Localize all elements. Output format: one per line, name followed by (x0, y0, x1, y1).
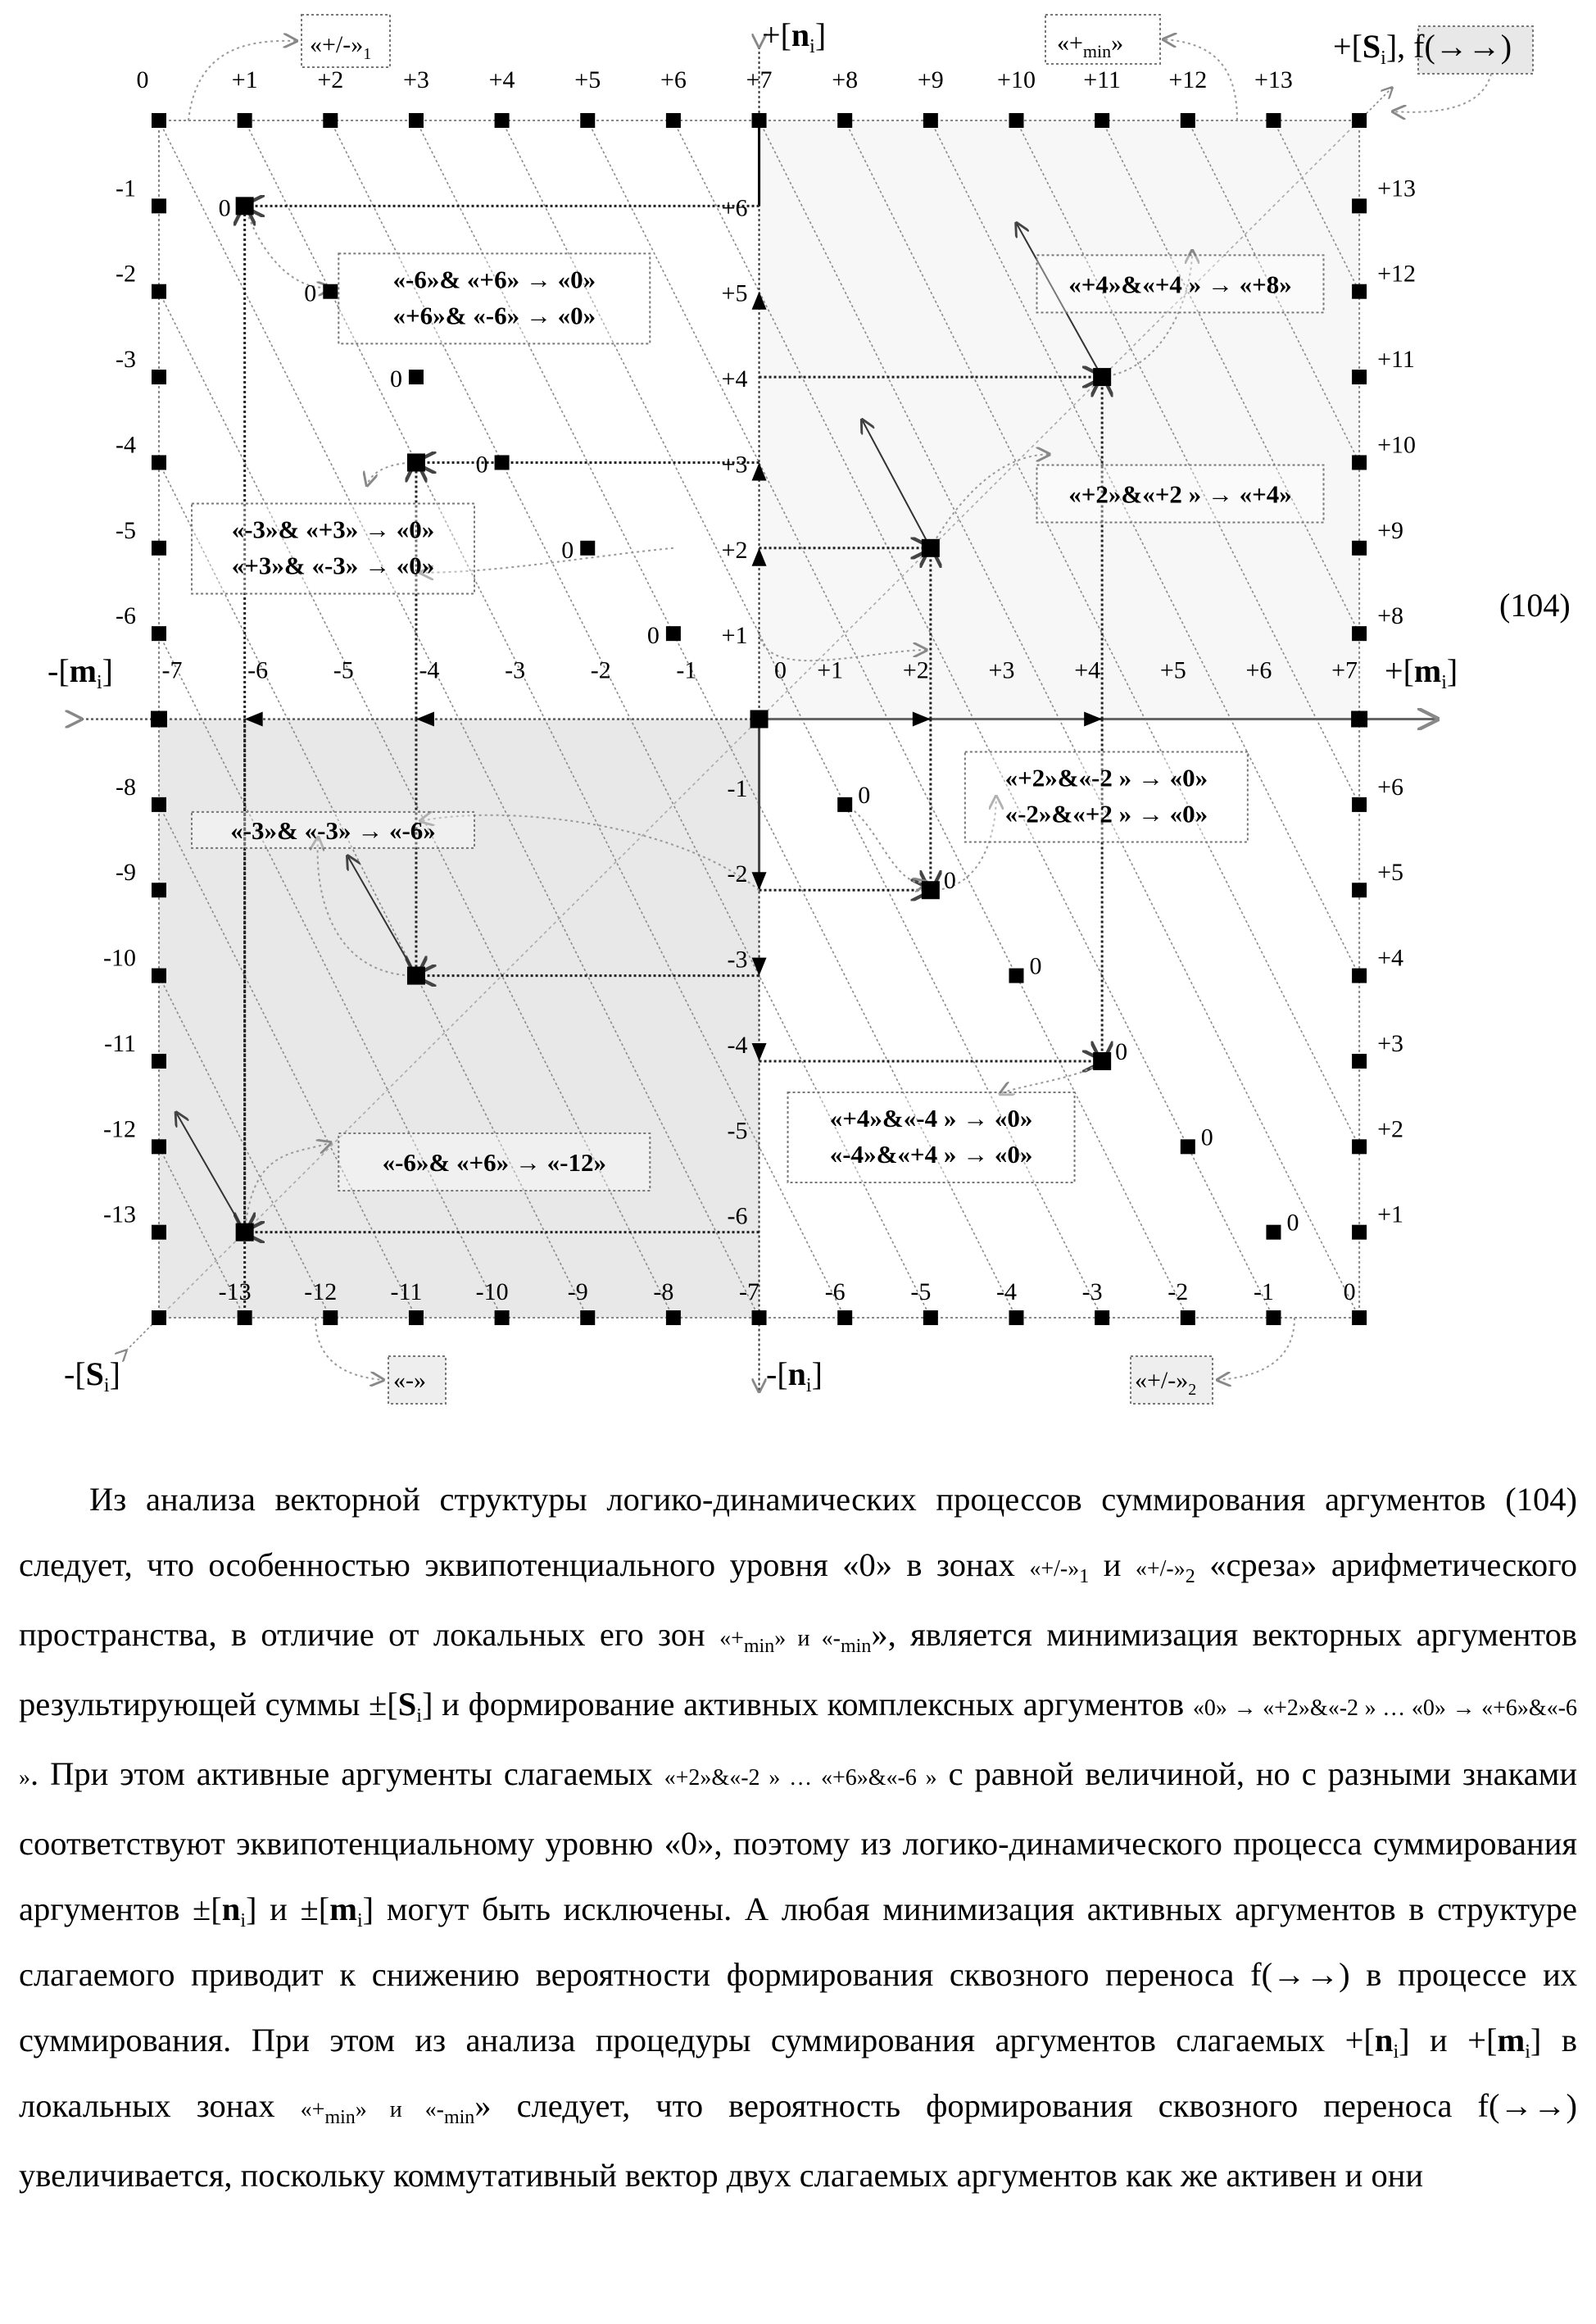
m-tick-label: -2 (591, 657, 611, 684)
result-node (922, 539, 940, 557)
equation-box (1037, 255, 1324, 312)
equation-line: «-6»& «+6» → «-12» (383, 1148, 606, 1177)
equation-box (1037, 465, 1324, 522)
top-marker (752, 113, 767, 128)
zone-label-pm1: «+/-»1 (310, 31, 371, 63)
result-node (407, 453, 425, 471)
top-marker (1009, 113, 1024, 128)
left-marker (152, 883, 166, 897)
right-tick-label: +6 (1377, 774, 1403, 801)
left-tick-label: -11 (104, 1030, 136, 1057)
n-tick-label: -6 (728, 1203, 748, 1230)
m-tick-label: +7 (1331, 657, 1358, 684)
equation-line: «+6»& «-6» → «0» (393, 301, 596, 329)
top-marker (409, 113, 424, 128)
right-marker (1352, 1054, 1367, 1069)
bottom-tick-label: -2 (1168, 1278, 1188, 1305)
right-marker (1352, 1225, 1367, 1240)
left-tick-label: -10 (103, 945, 136, 972)
left-marker (152, 541, 166, 556)
n-tick-label: -3 (728, 946, 748, 974)
top-marker (152, 113, 166, 128)
zero-point-marker (238, 198, 252, 213)
right-marker (1352, 883, 1367, 897)
axis-label-s-negative: -[Si] (64, 1355, 120, 1396)
zero-point-label: 0 (858, 782, 870, 809)
top-tick-label: +3 (403, 66, 429, 93)
left-tick-label: -6 (116, 602, 136, 629)
left-tick-label: -8 (116, 774, 136, 801)
equation-line: «-3»& «+3» → «0» (232, 515, 435, 543)
bottom-tick-label: -7 (739, 1278, 759, 1305)
bottom-marker (495, 1310, 510, 1325)
right-tick-label: +3 (1377, 1030, 1403, 1057)
zero-point-marker (323, 284, 338, 299)
right-tick-label: +4 (1377, 945, 1403, 972)
paragraph: Из анализа векторной структуры логико-динамических процессов суммирования аргументов (104) следует, что особенностью эквипотенциального уровня «0» в зонах «+/-»1 и «+/-»2 «среза» арифметического пространства, в отличие от локальных его зон «+min» и «-min», является минимизация векторных аргументов результирующей суммы ±[Si] и формирование активных комплексных аргументов «0» → «+2»&«-2 » … «0» → «+6»&«-6 ». При этом активные аргументы слагаемых «+2»&«-2 » … «+6»&«-6 » с равной величиной, но с разными знаками соответствуют эквипотенциальному уровню «0», поэтому из логико-динамического процесса суммирования аргументов ±[ni] и ±[mi] могут быть исключены. А любая минимизация активных аргументов в структуре слагаемого приводит к снижению вероятности формирования сквозного переноса f(→→) в процессе их суммирования. При этом из анализа процедуры суммирования аргументов слагаемых +[ni] и +[mi] в локальных зонах «+min» и «-min» следует, что вероятность формирования сквозного переноса f(→→) увеличивается, поскольку коммутативный вектор двух слагаемых аргументов как же активен и они (19, 1467, 1577, 2208)
bottom-marker (238, 1310, 252, 1325)
bottom-tick-label: -4 (996, 1278, 1017, 1305)
top-marker (495, 113, 510, 128)
bottom-marker (666, 1310, 681, 1325)
equation-box (788, 1092, 1075, 1182)
bottom-tick-label: -10 (476, 1278, 509, 1305)
n-tick-label: +5 (722, 280, 748, 307)
n-tick-label: -2 (728, 860, 748, 887)
right-tick-label: +1 (1377, 1201, 1403, 1228)
connector-pm2 (1217, 1318, 1294, 1380)
left-tick-label: -5 (116, 517, 136, 544)
zero-point-marker (1009, 969, 1024, 983)
n-tick-label: +6 (722, 194, 748, 221)
left-marker (152, 969, 166, 983)
zero-point-label: 0 (219, 194, 231, 221)
curved-connector (845, 805, 927, 883)
left-marker (152, 797, 166, 812)
top-marker (666, 113, 681, 128)
equation-line: «+2»&«-2 » → «0» (1005, 764, 1208, 792)
top-marker (1095, 113, 1109, 128)
left-marker (152, 1225, 166, 1240)
left-marker (152, 198, 166, 213)
top-tick-label: +9 (918, 66, 944, 93)
left-marker (152, 370, 166, 384)
top-tick-label: +8 (832, 66, 858, 93)
bottom-marker (323, 1310, 338, 1325)
right-tick-label: +13 (1377, 175, 1416, 202)
top-marker (1266, 113, 1281, 128)
m-tick-label: +2 (903, 657, 929, 684)
m-tick-label: +5 (1160, 657, 1186, 684)
zero-point-label: 0 (1286, 1210, 1299, 1237)
top-marker (1352, 113, 1367, 128)
bottom-marker (1181, 1310, 1195, 1325)
equation-line: «-2»&«+2 » → «0» (1005, 800, 1208, 828)
m-tick-label: -3 (505, 657, 525, 684)
zero-point-marker (495, 455, 510, 470)
bottom-marker (1352, 1310, 1367, 1325)
right-marker (1352, 1139, 1367, 1154)
right-tick-label: +11 (1377, 346, 1415, 373)
right-axis-marker (1351, 711, 1367, 728)
zero-point-marker (666, 626, 681, 641)
bottom-tick-label: -3 (1082, 1278, 1103, 1305)
bottom-tick-label: -8 (653, 1278, 673, 1305)
m-tick-label: +1 (817, 657, 843, 684)
m-tick-label: -7 (162, 657, 183, 684)
n-tick-label: +4 (722, 365, 748, 393)
zero-point-label: 0 (647, 622, 660, 649)
zero-point-label: 0 (561, 537, 574, 564)
equation-box (192, 503, 474, 593)
left-marker (152, 284, 166, 299)
bottom-tick-label: -11 (391, 1278, 423, 1305)
n-tick-label: +3 (722, 451, 748, 478)
left-marker (152, 1139, 166, 1154)
top-marker (837, 113, 852, 128)
bottom-marker (1009, 1310, 1024, 1325)
m-tick-label: +6 (1245, 657, 1272, 684)
m-tick-label: -1 (676, 657, 696, 684)
left-tick-label: -13 (103, 1201, 136, 1228)
zone-label-plus-min: «+min» (1057, 30, 1123, 61)
top-tick-label: +2 (317, 66, 343, 93)
bottom-marker (752, 1310, 767, 1325)
body-text (19, 1467, 1577, 2208)
top-marker (238, 113, 252, 128)
left-marker (152, 455, 166, 470)
zero-point-marker (1266, 1225, 1281, 1240)
bottom-tick-label: -6 (825, 1278, 846, 1305)
equation-line: «-3»& «-3» → «-6» (230, 816, 436, 845)
m-tick-label: 0 (774, 657, 787, 684)
equation-box (965, 752, 1248, 842)
zero-point-label: 0 (476, 451, 488, 478)
origin-marker (750, 710, 769, 729)
top-tick-label: +5 (574, 66, 601, 93)
curved-connector (1000, 1061, 1103, 1094)
axis-label-m-negative: -[mi] (48, 652, 113, 693)
bottom-tick-label: -9 (568, 1278, 588, 1305)
left-tick-label: -9 (116, 859, 136, 886)
n-tick-label: +2 (722, 537, 748, 564)
bottom-tick-label: -12 (304, 1278, 337, 1305)
top-tick-label: 0 (137, 66, 149, 93)
bottom-marker (923, 1310, 938, 1325)
left-marker (152, 1054, 166, 1069)
curved-connector (245, 206, 331, 288)
top-marker (580, 113, 595, 128)
vector-structure-diagram (0, 0, 1596, 1442)
left-marker (152, 626, 166, 641)
bottom-marker (837, 1310, 852, 1325)
equation-box (192, 812, 474, 848)
top-tick-label: +4 (489, 66, 515, 93)
axis-label-s-positive: +[Si], f(→→) (1333, 28, 1512, 69)
right-tick-label: +12 (1377, 261, 1416, 288)
result-node (407, 967, 425, 985)
bottom-tick-label: 0 (1344, 1278, 1356, 1305)
n-tick-label: -5 (728, 1117, 748, 1144)
zero-point-label: 0 (1030, 953, 1042, 980)
zero-point-marker (1181, 1139, 1195, 1154)
top-tick-label: +11 (1083, 66, 1121, 93)
equation-line: «+2»&«+2 » → «+4» (1068, 479, 1292, 508)
zero-point-label: 0 (944, 867, 956, 894)
equation-line: «+4»&«-4 » → «0» (830, 1104, 1033, 1132)
right-marker (1352, 455, 1367, 470)
left-axis-marker (151, 711, 167, 728)
equation-line: «-6»& «+6» → «0» (393, 265, 596, 293)
right-marker (1352, 370, 1367, 384)
zero-point-label: 0 (390, 365, 402, 393)
left-tick-label: -12 (103, 1115, 136, 1142)
top-marker (323, 113, 338, 128)
zero-point-marker (409, 370, 424, 384)
zero-point-label: 0 (1115, 1038, 1127, 1065)
equation-line: «-4»&«+4 » → «0» (830, 1140, 1033, 1169)
result-node (236, 1223, 254, 1241)
n-tick-label: -1 (728, 775, 748, 802)
right-tick-label: +5 (1377, 859, 1403, 886)
right-tick-label: +9 (1377, 517, 1403, 544)
zero-point-marker (923, 883, 938, 897)
right-marker (1352, 797, 1367, 812)
bottom-marker (152, 1310, 166, 1325)
bottom-tick-label: -1 (1254, 1278, 1274, 1305)
right-marker (1352, 284, 1367, 299)
m-tick-label: +4 (1074, 657, 1100, 684)
top-marker (1181, 113, 1195, 128)
right-marker (1352, 626, 1367, 641)
zero-point-label: 0 (1201, 1123, 1213, 1151)
m-tick-label: -4 (419, 657, 439, 684)
equation-line: «+3»& «-3» → «0» (232, 551, 435, 579)
bottom-marker (1095, 1310, 1109, 1325)
top-marker (923, 113, 938, 128)
right-tick-label: +2 (1377, 1115, 1403, 1142)
top-tick-label: +12 (1168, 66, 1207, 93)
left-tick-label: -1 (116, 175, 136, 202)
right-marker (1352, 198, 1367, 213)
right-tick-label: +10 (1377, 431, 1416, 458)
zero-point-label: 0 (304, 280, 316, 307)
equation-number: (104) (1499, 587, 1571, 624)
equation-box (338, 1133, 650, 1191)
top-tick-label: +7 (746, 66, 773, 93)
right-tick-label: +8 (1377, 602, 1403, 629)
m-tick-label: -6 (247, 657, 268, 684)
top-tick-label: +6 (660, 66, 687, 93)
axis-label-n-negative: -[ni] (766, 1355, 823, 1396)
equation-line: «+4»&«+4 » → «+8» (1068, 270, 1292, 298)
m-tick-label: +3 (989, 657, 1015, 684)
zero-point-marker (837, 797, 852, 812)
n-tick-label: -4 (728, 1032, 748, 1059)
n-tick-label: +1 (722, 622, 748, 649)
bottom-marker (1266, 1310, 1281, 1325)
m-tick-label: -5 (333, 657, 354, 684)
zero-point-marker (1095, 1054, 1109, 1069)
zone-label-pm2: «+/-»2 (1135, 1367, 1196, 1399)
zone-label-minus: «-» (393, 1367, 426, 1394)
connector-minus (315, 1318, 383, 1380)
right-marker (1352, 969, 1367, 983)
top-tick-label: +13 (1254, 66, 1293, 93)
zero-point-marker (580, 541, 595, 556)
top-tick-label: +1 (232, 66, 258, 93)
equation-box (338, 253, 650, 343)
bottom-tick-label: -13 (219, 1278, 252, 1305)
top-tick-label: +10 (997, 66, 1036, 93)
right-marker (1352, 541, 1367, 556)
bottom-marker (409, 1310, 424, 1325)
axis-label-n-positive: +[ni] (762, 16, 826, 57)
left-tick-label: -3 (116, 346, 136, 373)
connector-carry (1393, 74, 1491, 112)
result-node (1093, 368, 1111, 386)
left-tick-label: -2 (116, 261, 136, 288)
bottom-tick-label: -5 (910, 1278, 931, 1305)
bottom-marker (580, 1310, 595, 1325)
left-tick-label: -4 (116, 431, 136, 458)
axis-label-m-positive: +[mi] (1385, 652, 1458, 693)
